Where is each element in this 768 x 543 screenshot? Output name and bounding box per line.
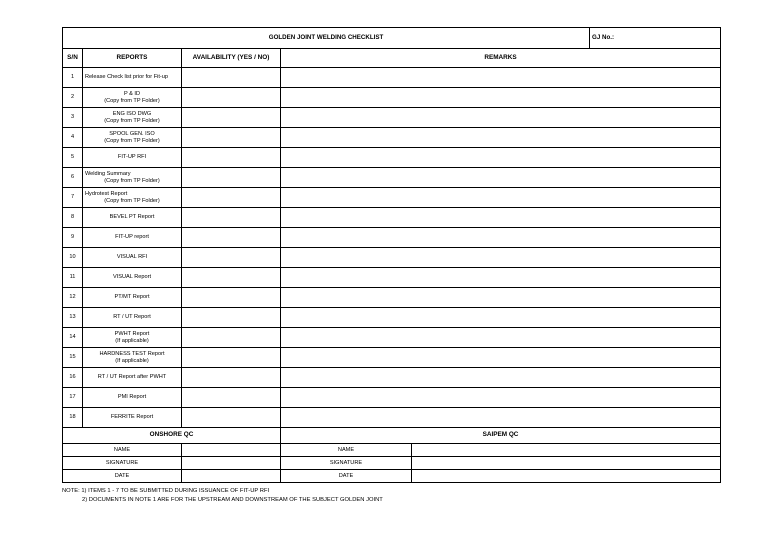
report-name: Release Check list prior for Fit-up (85, 74, 169, 81)
table-row (63, 348, 721, 368)
table-row (63, 288, 721, 308)
row-report (83, 408, 182, 428)
row-availability-field[interactable] (182, 68, 281, 88)
report-note: (If applicable) (115, 337, 149, 344)
row-report (83, 368, 182, 388)
row-remarks-field[interactable] (281, 188, 721, 208)
row-remarks-field[interactable] (281, 208, 721, 228)
table-row (63, 188, 721, 208)
table-row (63, 388, 721, 408)
row-sn: 10 (63, 248, 83, 268)
table-row (63, 268, 721, 288)
report-note: (Copy from TP Folder) (104, 197, 160, 204)
row-sn: 16 (63, 368, 83, 388)
report-name: P & ID (123, 91, 141, 98)
row-availability-field[interactable] (182, 88, 281, 108)
row-sn: 1 (63, 68, 83, 88)
row-availability-field[interactable] (182, 288, 281, 308)
row-sn: 5 (63, 148, 83, 168)
report-name: FIT-UP report (115, 234, 149, 241)
report-name: PWHT Report (114, 331, 150, 338)
saipem-signature-field[interactable] (412, 457, 721, 470)
row-remarks-field[interactable] (281, 328, 721, 348)
row-remarks-field[interactable] (281, 228, 721, 248)
onshore-qc-heading: ONSHORE QC (63, 428, 281, 444)
row-remarks-field[interactable] (281, 148, 721, 168)
row-report (83, 168, 182, 188)
row-availability-field[interactable] (182, 328, 281, 348)
table-row (63, 68, 721, 88)
row-availability-field[interactable] (182, 388, 281, 408)
row-remarks-field[interactable] (281, 368, 721, 388)
row-report (83, 248, 182, 268)
row-availability-field[interactable] (182, 208, 281, 228)
saipem-name-field[interactable] (412, 444, 721, 457)
row-sn: 6 (63, 168, 83, 188)
row-report (83, 88, 182, 108)
table-row (63, 108, 721, 128)
table-row (63, 168, 721, 188)
onshore-date-label: DATE (63, 470, 182, 483)
checklist-title: GOLDEN JOINT WELDING CHECKLIST (63, 28, 590, 49)
row-report (83, 388, 182, 408)
table-row (63, 88, 721, 108)
saipem-date-label: DATE (281, 470, 412, 483)
onshore-signature-label: SIGNATURE (63, 457, 182, 470)
row-availability-field[interactable] (182, 108, 281, 128)
report-name: Welding Summary (85, 171, 131, 178)
row-report (83, 348, 182, 368)
row-remarks-field[interactable] (281, 308, 721, 328)
row-remarks-field[interactable] (281, 268, 721, 288)
report-note: (Copy from TP Folder) (104, 117, 160, 124)
row-report (83, 328, 182, 348)
col-header-sn: S/N (63, 49, 83, 68)
row-report (83, 228, 182, 248)
row-sn: 9 (63, 228, 83, 248)
row-sn: 7 (63, 188, 83, 208)
row-sn: 15 (63, 348, 83, 368)
report-name: HARDNESS TEST Report (99, 351, 165, 358)
row-sn: 2 (63, 88, 83, 108)
note-1: NOTE: 1) ITEMS 1 - 7 TO BE SUBMITTED DURING ISSUANCE OF FIT-UP RFI (62, 488, 270, 494)
table-row (63, 208, 721, 228)
row-availability-field[interactable] (182, 228, 281, 248)
row-sn: 14 (63, 328, 83, 348)
report-name: RT / UT Report after PWHT (97, 374, 167, 381)
report-name: Hydrotest Report (85, 191, 128, 198)
row-availability-field[interactable] (182, 248, 281, 268)
row-remarks-field[interactable] (281, 168, 721, 188)
table-row (63, 328, 721, 348)
notes (62, 487, 383, 505)
row-remarks-field[interactable] (281, 108, 721, 128)
report-name: ENG ISO DWG (112, 111, 152, 118)
report-name: VISUAL RFI (116, 254, 148, 261)
row-report (83, 188, 182, 208)
table-row (63, 248, 721, 268)
row-sn: 4 (63, 128, 83, 148)
row-remarks-field[interactable] (281, 408, 721, 428)
checklist-table (62, 27, 721, 483)
row-remarks-field[interactable] (281, 288, 721, 308)
row-report (83, 288, 182, 308)
row-availability-field[interactable] (182, 188, 281, 208)
gj-no-label: GJ No.: (590, 28, 721, 49)
row-availability-field[interactable] (182, 128, 281, 148)
row-availability-field[interactable] (182, 408, 281, 428)
row-remarks-field[interactable] (281, 128, 721, 148)
onshore-name-label: NAME (63, 444, 182, 457)
row-sn: 11 (63, 268, 83, 288)
row-sn: 3 (63, 108, 83, 128)
row-availability-field[interactable] (182, 368, 281, 388)
col-header-remarks: REMARKS (281, 49, 721, 68)
report-note: (Copy from TP Folder) (104, 177, 160, 184)
row-report (83, 148, 182, 168)
report-name: BEVEL PT Report (109, 214, 155, 221)
row-report (83, 108, 182, 128)
table-row (63, 308, 721, 328)
report-name: FIT-UP RFI (117, 154, 147, 161)
row-report (83, 208, 182, 228)
row-remarks-field[interactable] (281, 88, 721, 108)
report-note: (Copy from TP Folder) (104, 137, 160, 144)
table-row (63, 368, 721, 388)
row-report (83, 308, 182, 328)
report-note: (If applicable) (115, 357, 149, 364)
row-report (83, 128, 182, 148)
checklist-sheet (62, 27, 720, 483)
row-availability-field[interactable] (182, 168, 281, 188)
report-name: RT / UT Report (113, 314, 151, 321)
checklist-rows (63, 68, 721, 428)
report-name: SPOOL GEN. ISO (109, 131, 155, 138)
report-name: VISUAL Report (112, 274, 152, 281)
onshore-signature-field[interactable] (182, 457, 281, 470)
row-sn: 18 (63, 408, 83, 428)
row-availability-field[interactable] (182, 348, 281, 368)
row-availability-field[interactable] (182, 308, 281, 328)
table-row (63, 228, 721, 248)
row-report (83, 268, 182, 288)
note-2: 2) DOCUMENTS IN NOTE 1 ARE FOR THE UPSTREAM AND DOWNSTREAM OF THE SUBJECT GOLDEN JOINT (82, 497, 383, 503)
row-availability-field[interactable] (182, 148, 281, 168)
col-header-availability: AVAILABILITY (YES / NO) (182, 49, 281, 68)
onshore-date-field[interactable] (182, 470, 281, 483)
onshore-name-field[interactable] (182, 444, 281, 457)
row-remarks-field[interactable] (281, 388, 721, 408)
report-name: PT/MT Report (114, 294, 150, 301)
report-name: PMI Report (117, 394, 147, 401)
saipem-signature-label: SIGNATURE (281, 457, 412, 470)
table-row (63, 148, 721, 168)
row-remarks-field[interactable] (281, 248, 721, 268)
table-row (63, 408, 721, 428)
row-remarks-field[interactable] (281, 348, 721, 368)
row-report (83, 68, 182, 88)
row-remarks-field[interactable] (281, 68, 721, 88)
row-sn: 13 (63, 308, 83, 328)
row-availability-field[interactable] (182, 268, 281, 288)
row-sn: 12 (63, 288, 83, 308)
row-sn: 8 (63, 208, 83, 228)
row-sn: 17 (63, 388, 83, 408)
saipem-name-label: NAME (281, 444, 412, 457)
report-name: FERRITE Report (110, 414, 154, 421)
report-note: (Copy from TP Folder) (104, 97, 160, 104)
col-header-reports: REPORTS (83, 49, 182, 68)
saipem-date-field[interactable] (412, 470, 721, 483)
table-row (63, 128, 721, 148)
saipem-qc-heading: SAIPEM QC (281, 428, 721, 444)
